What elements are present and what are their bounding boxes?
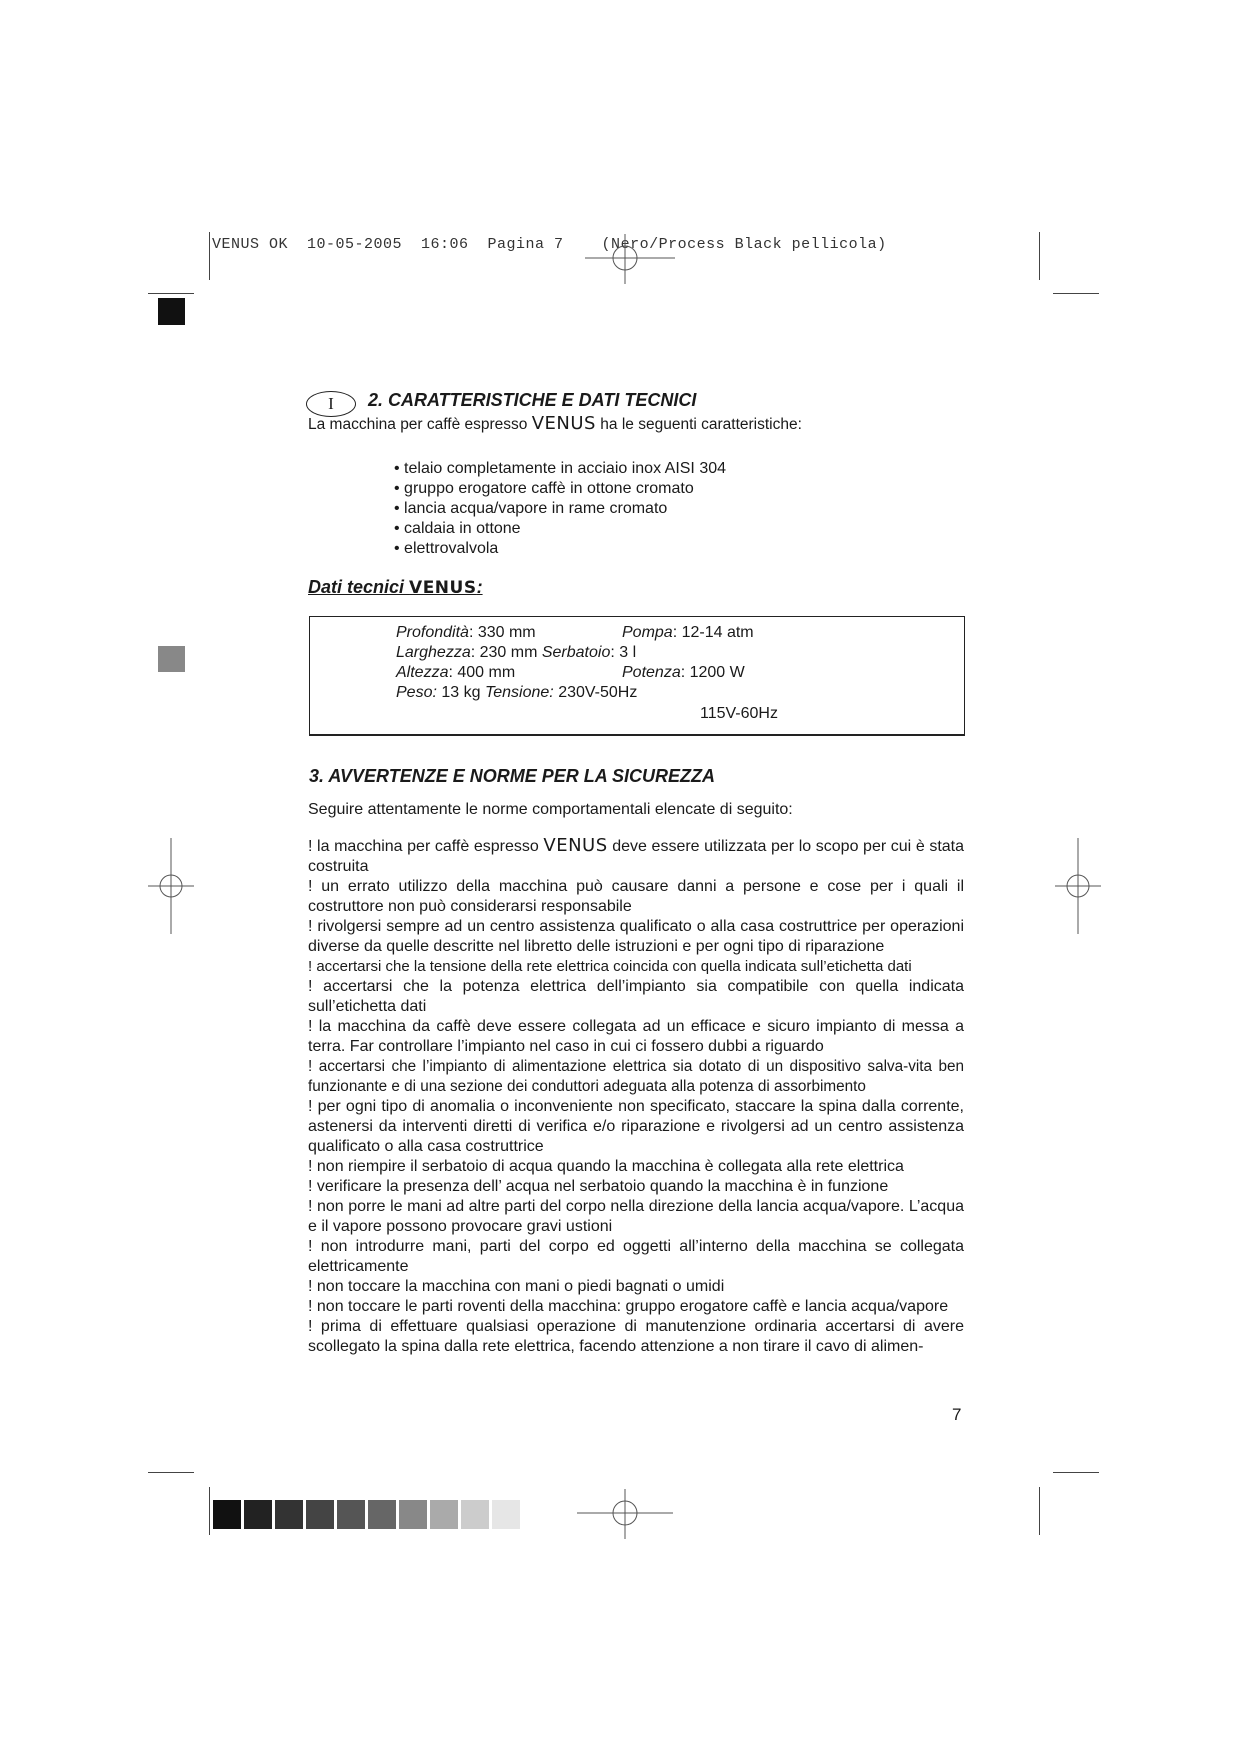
spec-label: Potenza bbox=[622, 664, 681, 681]
crop-mark-top-left bbox=[209, 232, 210, 280]
color-swatch bbox=[306, 1500, 334, 1529]
spec-value: : 1200 W bbox=[680, 664, 745, 681]
crop-mark-bottom-left-h bbox=[148, 1472, 194, 1473]
spec-label: Pompa bbox=[622, 624, 673, 641]
spec-value: 13 kg bbox=[436, 684, 485, 701]
warning-text: ! la macchina per caffè espresso bbox=[308, 838, 544, 855]
color-swatch bbox=[430, 1500, 458, 1529]
tech-data-colon: : bbox=[476, 577, 483, 597]
color-swatch bbox=[275, 1500, 303, 1529]
color-swatch bbox=[368, 1500, 396, 1529]
spec-weight-voltage bbox=[396, 683, 637, 703]
language-badge: I bbox=[306, 391, 356, 417]
list-item: ! la macchina da caffè deve essere collegata ad un efficace e sicuro impianto di messa a terra. Far controllare l’impianto nel caso in cui ci fossero dubbi a riguardo bbox=[308, 1018, 964, 1055]
page-number: 7 bbox=[952, 1405, 962, 1424]
warning-text: deve essere utilizzata per lo scopo per cui è stata costruita bbox=[308, 838, 964, 875]
crop-mark-bottom-left bbox=[209, 1487, 210, 1535]
color-swatch bbox=[399, 1500, 427, 1529]
registration-cross-left-icon bbox=[146, 836, 196, 936]
list-item: • telaio completamente in acciaio inox AISI 304 bbox=[394, 459, 726, 479]
spec-width-tank bbox=[396, 643, 636, 663]
registration-cross-right-icon bbox=[1053, 836, 1103, 936]
spec-value: : 330 mm bbox=[468, 624, 536, 641]
section-2-title: 2. CARATTERISTICHE E DATI TECNICI bbox=[368, 390, 697, 410]
color-swatch bbox=[461, 1500, 489, 1529]
list-item: ! non riempire il serbatoio di acqua quando la macchina è collegata alla rete elettrica bbox=[308, 1158, 904, 1175]
list-item: • lancia acqua/vapore in rame cromato bbox=[394, 499, 726, 519]
brand-name: VENUS bbox=[531, 413, 596, 434]
list-item: ! non porre le mani ad altre parti del corpo nella direzione della lancia acqua/vapore. L’acqua e il vapore possono provocare gravi ustioni bbox=[308, 1198, 964, 1235]
spec-label: Profondità bbox=[396, 624, 469, 641]
spec-power bbox=[622, 663, 745, 683]
intro-text-before: La macchina per caffè espresso bbox=[308, 416, 532, 433]
list-item: • gruppo erogatore caffè in ottone cromato bbox=[394, 479, 726, 499]
crop-mark-top-right bbox=[1039, 232, 1040, 280]
black-square-mark bbox=[158, 298, 185, 325]
color-swatch bbox=[337, 1500, 365, 1529]
list-item: ! non toccare le parti roventi della macchina: gruppo erogatore caffè e lancia acqua/vapore bbox=[308, 1298, 949, 1315]
spec-pump bbox=[622, 623, 754, 643]
spec-value: : 3 l bbox=[610, 644, 637, 661]
print-slug: VENUS OK 10-05-2005 16:06 Pagina 7 (Nero/Process Black pellicola) bbox=[212, 236, 887, 253]
crop-mark-top-right-h bbox=[1053, 293, 1099, 294]
color-swatch bbox=[213, 1500, 241, 1529]
list-item: ! accertarsi che la tensione della rete elettrica coincida con quella indicata sull’etichetta dati bbox=[308, 958, 912, 975]
list-item: ! non toccare la macchina con mani o piedi bagnati o umidi bbox=[308, 1278, 725, 1295]
spec-label: Altezza bbox=[396, 664, 449, 681]
section-3-title: 3. AVVERTENZE E NORME PER LA SICUREZZA bbox=[309, 766, 716, 786]
crop-mark-top-left-h bbox=[148, 293, 194, 294]
spec-depth bbox=[396, 623, 536, 643]
spec-value: : 12-14 atm bbox=[672, 624, 754, 641]
spec-label: Peso: bbox=[396, 684, 437, 701]
list-item: ! rivolgersi sempre ad un centro assistenza qualificato o alla casa costruttrice per operazioni diverse da quelle descritte nel libretto delle istruzioni e per ogni tipo di riparazione bbox=[308, 918, 964, 955]
list-item: • caldaia in ottone bbox=[394, 519, 726, 539]
color-swatch bbox=[244, 1500, 272, 1529]
brand-name: VENUS bbox=[543, 835, 608, 856]
list-item: • elettrovalvola bbox=[394, 539, 726, 559]
spec-label: Tensione: bbox=[484, 684, 554, 701]
spec-label: Larghezza bbox=[396, 644, 471, 661]
spec-value: : 230 mm bbox=[470, 644, 542, 661]
spec-value: : 400 mm bbox=[448, 664, 516, 681]
list-item: ! per ogni tipo di anomalia o inconveniente non specificato, staccare la spina dalla corrente, astenersi da interventi diretti di verifica e/o riparazione e rivolgersi ad un centro assistenza qualificato o alla casa costruttrice bbox=[308, 1098, 964, 1155]
list-item: ! verificare la presenza dell’ acqua nel serbatoio quando la macchina è in funzione bbox=[308, 1178, 889, 1195]
crop-mark-bottom-right bbox=[1039, 1487, 1040, 1535]
crop-mark-bottom-right-h bbox=[1053, 1472, 1099, 1473]
list-item: ! accertarsi che l’impianto di alimentazione elettrica sia dotato di un dispositivo salva-vita ben funzionante e di una sezione dei conduttori adeguata alla potenza di assorbimento bbox=[308, 1058, 964, 1095]
section-2-intro bbox=[308, 414, 802, 435]
spec-label: Serbatoio bbox=[541, 644, 611, 661]
list-item: ! non introdurre mani, parti del corpo ed oggetti all’interno della macchina se collegata elettricamente bbox=[308, 1238, 964, 1275]
section-3-intro: Seguire attentamente le norme comportamentali elencate di seguito: bbox=[308, 801, 793, 818]
spec-voltage-alt: 115V-60Hz bbox=[700, 705, 778, 722]
tech-data-title-text: Dati tecnici bbox=[308, 577, 410, 597]
color-swatch bbox=[492, 1500, 520, 1529]
tech-data-brand: VENUS bbox=[409, 578, 477, 598]
features-list bbox=[394, 459, 726, 559]
registration-cross-bottom-icon bbox=[575, 1485, 675, 1541]
tech-data-title bbox=[308, 577, 483, 598]
intro-text-after: ha le seguenti caratteristiche: bbox=[596, 416, 802, 433]
spec-height bbox=[396, 663, 515, 683]
grey-square-mark bbox=[158, 646, 185, 672]
warnings-list bbox=[308, 836, 964, 1357]
list-item bbox=[308, 836, 964, 877]
list-item: ! prima di effettuare qualsiasi operazione di manutenzione ordinaria accertarsi di avere scollegato la spina dalla rete elettrica, facendo attenzione a non tirare il cavo di alimen- bbox=[308, 1318, 964, 1355]
spec-value: 230V-50Hz bbox=[553, 684, 638, 701]
list-item: ! accertarsi che la potenza elettrica dell’impianto sia compatibile con quella indicata sull’etichetta dati bbox=[308, 978, 964, 1015]
registration-cross-top-icon bbox=[580, 230, 680, 286]
list-item: ! un errato utilizzo della macchina può causare danni a persone e cose per i quali il costruttore non può considerarsi responsabile bbox=[308, 878, 964, 915]
